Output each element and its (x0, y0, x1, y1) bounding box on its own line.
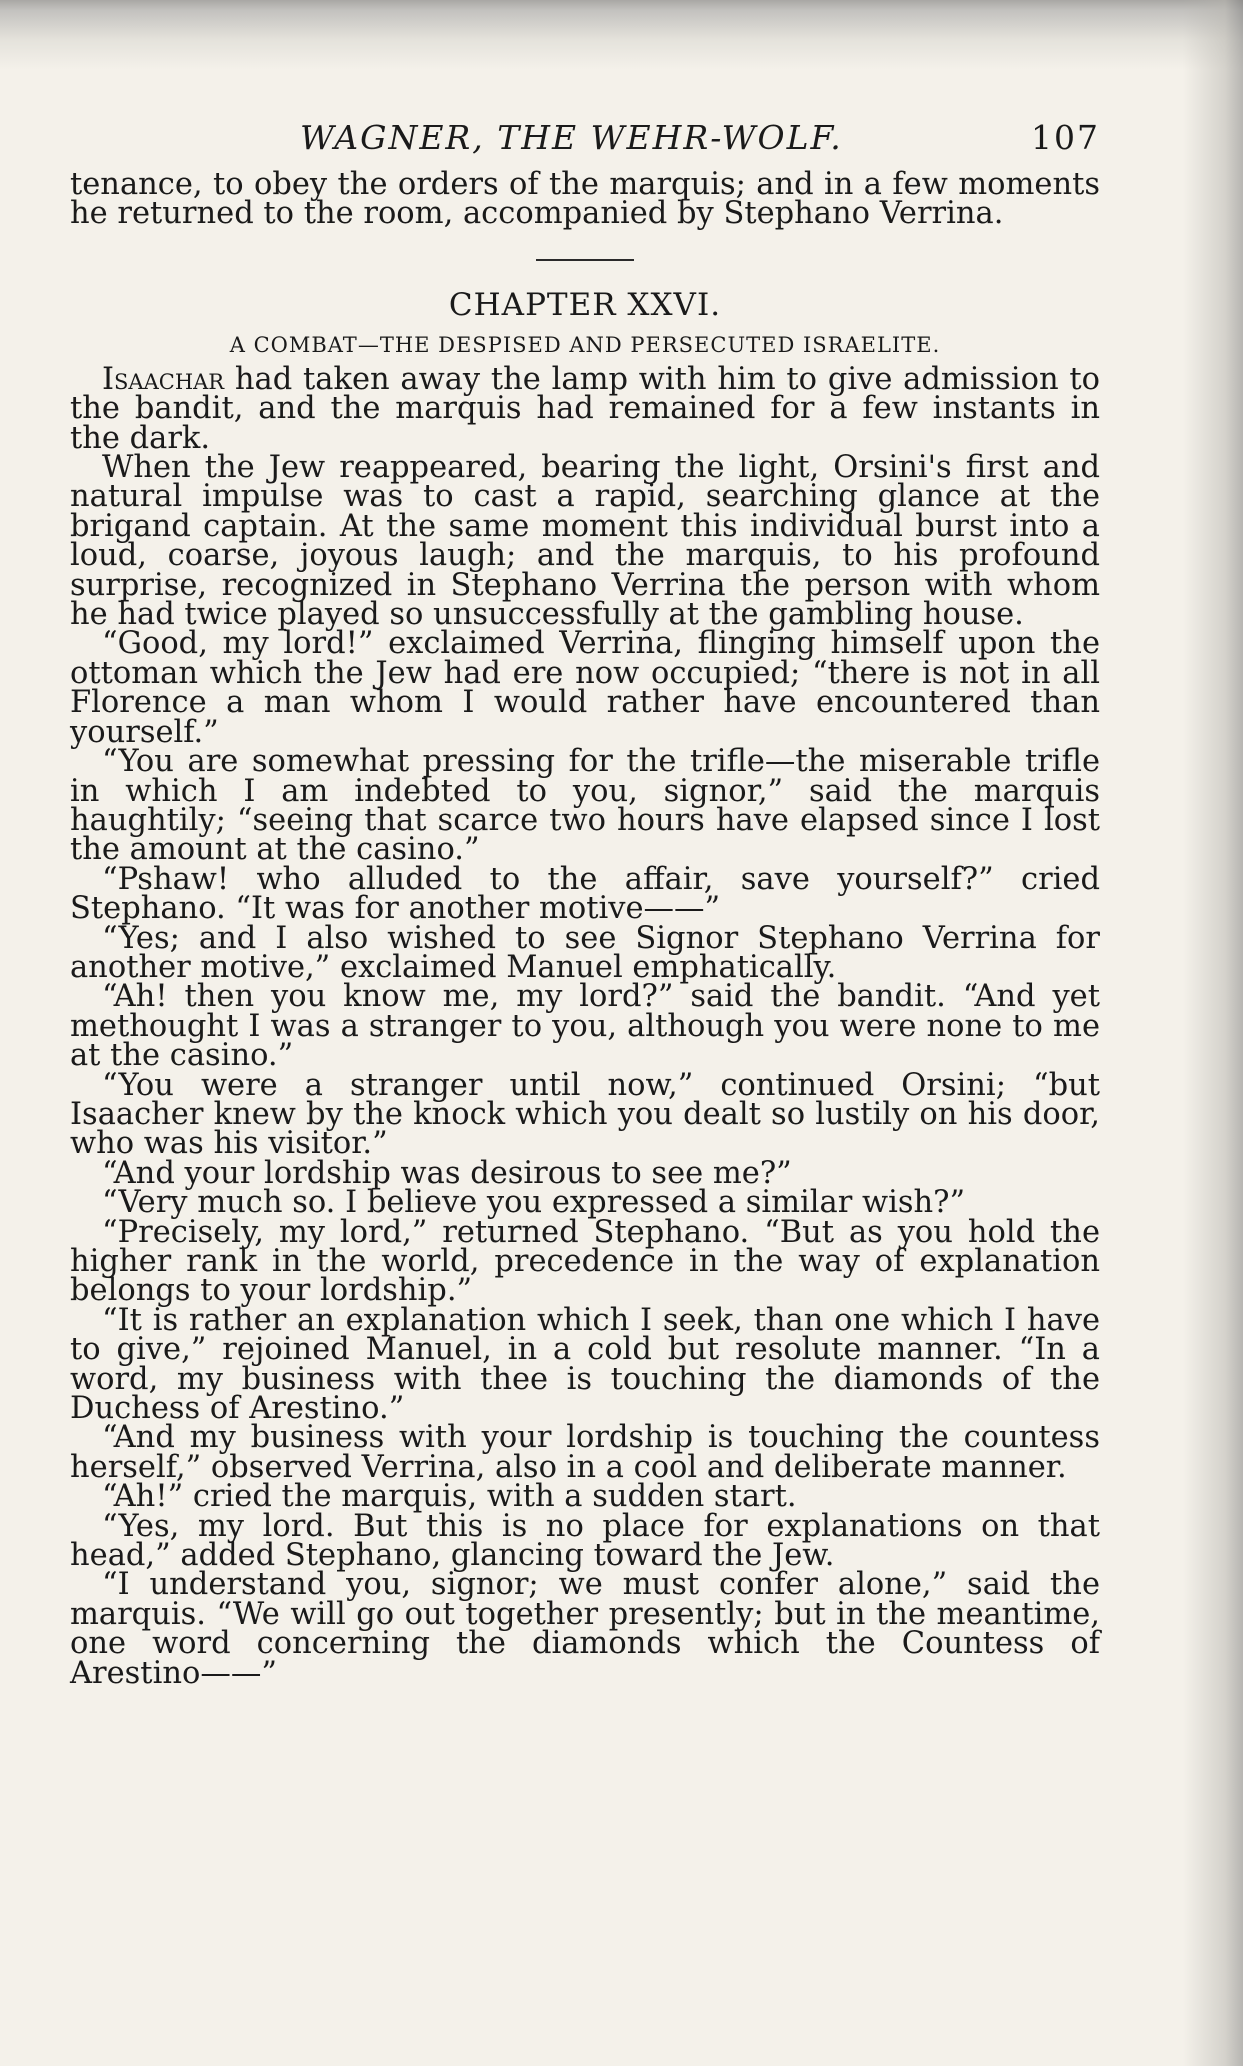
opening-paragraph: tenance, to obey the orders of the marquis; and in a few moments he returned to the room, accompanied by Stephano Verrina. (70, 167, 1100, 232)
running-title: WAGNER, THE WEHR-WOLF. (300, 118, 843, 157)
paragraph: When the Jew reappeared, bearing the light, Orsini's first and natural impulse was to cast a rapid, searching glance at the brigand captain. At the same moment this individual burst into a loud, coarse, joyous laugh; and the marquis, to his profound surprise, recognized in Stephano Verrina the person with whom he had twice played so unsuccessfully at the gambling house. (70, 450, 1100, 633)
page-edge-shadow-right (1183, 0, 1243, 2066)
paragraph: “You were a stranger until now,” continued Orsini; “but Isaacher knew by the knock which you dealt so lustily on his door, who was his visitor.” (70, 1067, 1100, 1162)
paragraph: “Pshaw! who alluded to the affair, save yourself?” cried Stephano. “It was for another motive——” (70, 861, 1100, 927)
paragraph: “And my business with your lordship is touching the countess herself,” observed Verrina, also in a cool and deliberate manner. (70, 1420, 1100, 1485)
paragraph: “I understand you, signor; we must confer alone,” said the marquis. “We will go out together presently; but in the meantime, one word concerning the diamonds which the Countess of Arestino——” (70, 1567, 1100, 1691)
paragraph: “And your lordship was desirous to see me?” (102, 1155, 792, 1191)
paragraph: “Very much so. I believe you expressed a similar wish?” (102, 1185, 966, 1221)
paragraph: “Yes; and I also wished to see Signor Stephano Verrina for another motive,” exclaimed Manuel emphatically. (70, 920, 1100, 985)
paragraph: “It is rather an explanation which I seek, than one which I have to give,” rejoined Manuel, in a cold but resolute manner. “In a word, my business with thee is touching the diamonds of the Duchess of Arestino.” (70, 1302, 1100, 1427)
running-head (70, 118, 1100, 170)
page-edge-shadow-top (0, 0, 1243, 70)
section-rule (536, 259, 634, 261)
chapter-first-paragraph (70, 361, 1100, 456)
chapter-subtitle: A COMBAT—THE DESPISED AND PERSECUTED ISRAELITE. (229, 332, 941, 357)
paragraph: “You are somewhat pressing for the trifle—the miserable trifle in which I am indebted to you, signor,” said the marquis haughtily; “seeing that scarce two hours have elapsed since I lost the amount at the casino.” (70, 744, 1100, 868)
paragraph: “Ah! then you know me, my lord?” said the bandit. “And yet methought I was a stranger to you, although you were none to me at the casino.” (70, 979, 1100, 1074)
chapter-lead-word: Isaachar (102, 361, 225, 397)
paragraph: “Yes, my lord. But this is no place for explanations on that head,” added Stephano, glancing toward the Jew. (70, 1508, 1100, 1574)
chapter-first-paragraph-text: had taken away the lamp with him to give admission to the bandit, and the marquis had remained for a few instants in the dark. (70, 361, 1100, 456)
paragraph: “Ah!” cried the marquis, with a sudden start. (102, 1479, 797, 1515)
book-page (70, 118, 1100, 1691)
paragraph: “Good, my lord!” exclaimed Verrina, flinging himself upon the ottoman which the Jew had ere now occupied; “there is not in all Florence a man whom I would rather have encountered than yourself.” (70, 626, 1100, 750)
paragraph: “Precisely, my lord,” returned Stephano. “But as you hold the higher rank in the world, precedence in the way of explanation belongs to your lordship.” (70, 1214, 1100, 1309)
page-number: 107 (1031, 118, 1100, 157)
body-paragraphs (70, 450, 1100, 1691)
chapter-title: CHAPTER XXVI. (448, 286, 722, 323)
